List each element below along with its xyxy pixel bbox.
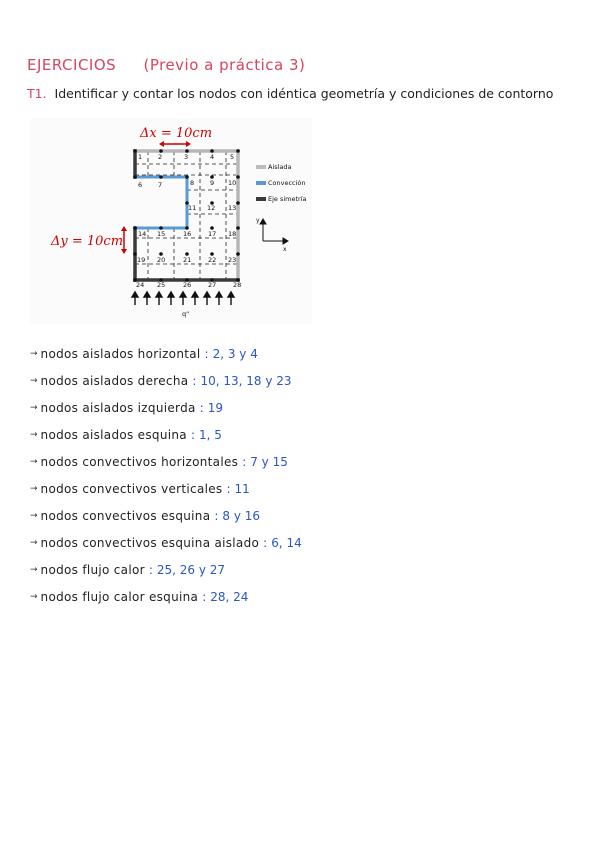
node-label: 25 [157, 281, 166, 289]
node-label: 3 [184, 153, 189, 161]
node-label: 16 [183, 230, 192, 238]
node-label: 27 [208, 281, 217, 289]
node-label: 11 [188, 204, 197, 212]
list-item: → nodos aislados esquina : 1, 5 [30, 427, 222, 442]
bullet-arrow-icon: → [30, 483, 38, 494]
node-numbers [136, 153, 241, 289]
task-text: Identificar y contar los nodos con idéntica geometría y condiciones de contorno [54, 86, 554, 101]
node-label: 8 [190, 179, 195, 187]
node-label: 18 [228, 230, 237, 238]
list-item: → nodos convectivos esquina : 8 y 16 [30, 508, 261, 523]
legend-label-convection: Convección [268, 179, 306, 187]
node-label: 17 [208, 230, 217, 238]
list-item: → nodos flujo calor : 25, 26 y 27 [30, 562, 226, 577]
list-item: → nodos aislados derecha : 10, 13, 18 y 23 [30, 373, 292, 388]
node-label: 15 [157, 230, 166, 238]
dy-label: Δy = 10cm [51, 234, 124, 249]
diagram-svg [30, 118, 312, 324]
heat-flux-label: q'' [182, 310, 190, 318]
bullet-arrow-icon: → [30, 591, 38, 602]
title-main: EJERCICIOS [27, 56, 117, 74]
bullet-arrow-icon: → [30, 456, 38, 467]
node-classification-list [30, 340, 590, 610]
node-label: 20 [157, 256, 166, 264]
node-label: 24 [136, 281, 145, 289]
node-label: 7 [158, 181, 163, 189]
node-label: 13 [228, 204, 237, 212]
bullet-arrow-icon: → [30, 537, 38, 548]
bullet-arrow-icon: → [30, 375, 38, 386]
axis-x-label: x [283, 246, 287, 253]
node-label: 9 [210, 179, 215, 187]
list-item: → nodos aislados horizontal : 2, 3 y 4 [30, 346, 258, 361]
node-label: 28 [233, 281, 242, 289]
node-label: 10 [228, 179, 237, 187]
dx-label: Δx = 10cm [140, 126, 213, 141]
axis-y-label: y [256, 217, 260, 224]
list-item: → nodos convectivos horizontales : 7 y 15 [30, 454, 288, 469]
node-label: 6 [138, 181, 143, 189]
node-label: 21 [183, 256, 192, 264]
bullet-arrow-icon: → [30, 564, 38, 575]
node-label: 14 [138, 230, 147, 238]
bullet-arrow-icon: → [30, 429, 38, 440]
node-label: 5 [230, 153, 235, 161]
page-title [27, 56, 305, 74]
node-label: 12 [207, 204, 216, 212]
node-diagram [30, 118, 312, 324]
list-item: → nodos aislados izquierda : 19 [30, 400, 223, 415]
coordinate-axes [260, 219, 288, 244]
title-subtitle: (Previo a práctica 3) [143, 56, 306, 74]
node-label: 26 [183, 281, 192, 289]
task-statement [27, 86, 553, 101]
task-number: T1. [27, 86, 47, 101]
legend-label-insulated: Aislada [268, 163, 292, 171]
bullet-arrow-icon: → [30, 510, 38, 521]
list-item: → nodos convectivos esquina aislado : 6, 14 [30, 535, 302, 550]
node-label: 23 [228, 256, 237, 264]
list-item: → nodos flujo calor esquina : 28, 24 [30, 589, 249, 604]
bullet-arrow-icon: → [30, 402, 38, 413]
dx-arrow [159, 141, 191, 147]
heat-flux-arrows [132, 292, 234, 305]
node-label: 2 [158, 153, 163, 161]
node-label: 19 [137, 256, 146, 264]
node-label: 4 [210, 153, 215, 161]
bullet-arrow-icon: → [30, 348, 38, 359]
legend [256, 163, 307, 203]
node-label: 22 [208, 256, 217, 264]
list-item: → nodos convectivos verticales : 11 [30, 481, 250, 496]
node-label: 1 [138, 153, 143, 161]
legend-label-symmetry: Eje simetría [268, 195, 307, 203]
